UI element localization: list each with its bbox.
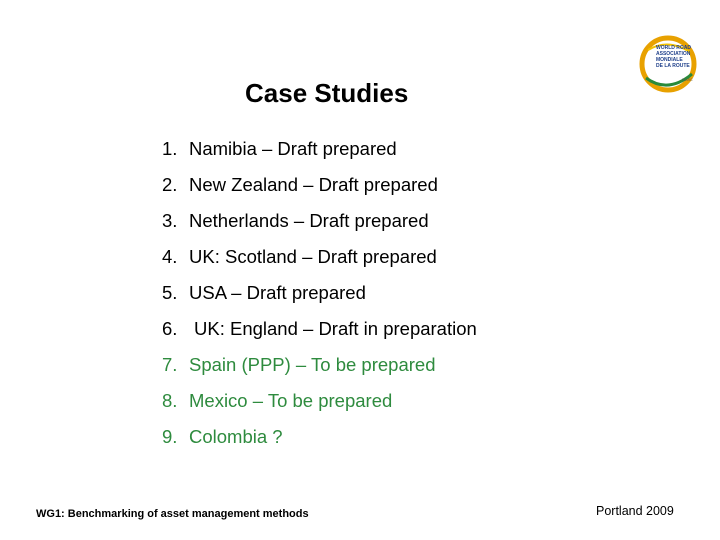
list-item bbox=[162, 425, 283, 449]
list-item bbox=[162, 245, 437, 269]
logo bbox=[638, 30, 704, 96]
list-item bbox=[162, 137, 397, 161]
item-number: 3. bbox=[162, 210, 178, 231]
item-number: 5. bbox=[162, 282, 178, 303]
item-text: Mexico – To be prepared bbox=[189, 390, 393, 411]
item-number: 2. bbox=[162, 174, 178, 195]
footer-right-text: Portland 2009 bbox=[596, 504, 674, 518]
item-text: Colombia ? bbox=[189, 426, 283, 447]
slide-title: Case Studies bbox=[245, 78, 409, 108]
logo-line-4: DE LA ROUTE bbox=[656, 63, 690, 69]
list-item bbox=[162, 281, 366, 305]
item-text: New Zealand – Draft prepared bbox=[189, 174, 438, 195]
logo-line-1: WORLD ROAD bbox=[656, 45, 691, 51]
list-item bbox=[162, 209, 429, 233]
item-number: 7. bbox=[162, 354, 178, 375]
item-number: 1. bbox=[162, 138, 178, 159]
list-item bbox=[162, 353, 435, 377]
footer-left-text: WG1: Benchmarking of asset management methods bbox=[36, 508, 309, 520]
item-number: 6. bbox=[162, 318, 178, 339]
list-item bbox=[162, 173, 438, 197]
logo-line-5: PIARC bbox=[682, 78, 693, 82]
item-text: USA – Draft prepared bbox=[189, 282, 366, 303]
item-text: UK: Scotland – Draft prepared bbox=[189, 246, 437, 267]
item-text: UK: England – Draft in preparation bbox=[194, 318, 477, 339]
world-road-association-logo-icon bbox=[638, 30, 704, 96]
item-text: Namibia – Draft prepared bbox=[189, 138, 397, 159]
item-number: 4. bbox=[162, 246, 178, 267]
logo-line-3: MONDIALE bbox=[656, 57, 683, 63]
list-item bbox=[162, 389, 392, 413]
logo-line-2: ASSOCIATION bbox=[656, 51, 691, 57]
item-number: 9. bbox=[162, 426, 178, 447]
item-number: 8. bbox=[162, 390, 178, 411]
item-text: Netherlands – Draft prepared bbox=[189, 210, 429, 231]
item-text: Spain (PPP) – To be prepared bbox=[189, 354, 436, 375]
list-item bbox=[162, 317, 477, 341]
